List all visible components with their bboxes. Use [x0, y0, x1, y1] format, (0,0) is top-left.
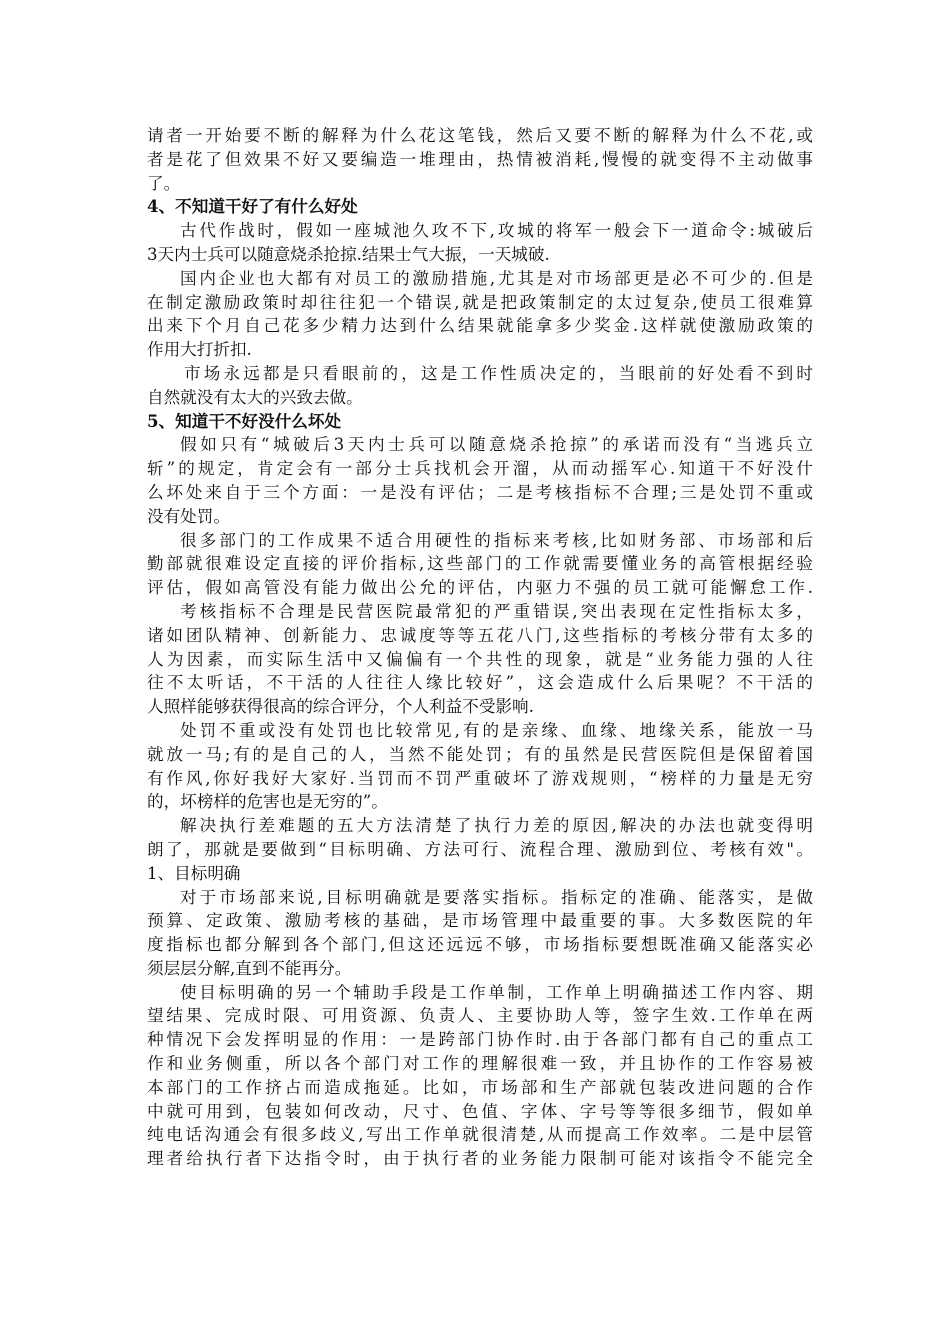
text-line: 请者一开始要不断的解释为什么花这笔钱，然后又要不断的解释为什么不花,或	[147, 126, 813, 145]
text-line: 须层层分解,直到不能再分。	[147, 958, 352, 978]
text-line: 处罚不重或没有处罚也比较常见,有的是亲缘、血缘、地缘关系，能放一马	[180, 720, 813, 740]
section-heading: 4、不知道干好了有什么好处	[147, 196, 358, 217]
text-line: 市场永远都是只看眼前的，这是工作性质决定的，当眼前的好处看不到时	[184, 363, 813, 383]
text-line: 诸如团队精神、创新能力、忠诚度等等五花八门,这些指标的考核分带有太多的	[147, 625, 813, 645]
text-line: 的，坏榜样的危害也是无穷的”。	[147, 792, 388, 812]
section-heading: 5、知道干不好没什么坏处	[147, 410, 342, 431]
text-line: 勤部就很难设定直接的评价指标,这些部门的工作就需要懂业务的高管根据经验	[147, 554, 813, 574]
text-line: 3天内士兵可以随意烧杀抢掠.结果士气大振，一天城破.	[147, 244, 550, 264]
text-line: 朗了，那就是要做到“目标明确、方法可行、流程合理、激励到位、考核有效"。	[147, 839, 813, 859]
text-line: 人照样能够获得很高的综合评分，个人利益不受影响.	[147, 697, 534, 717]
text-line: 解决执行差难题的五大方法清楚了执行力差的原因,解决的办法也就变得明	[180, 816, 813, 836]
text-line: 作和业务侧重，所以各个部门对工作的理解很难一致，并且协作的工作容易被	[147, 1054, 813, 1074]
text-line: 望结果、完成时限、可用资源、负责人、主要协助人等，签字生效.工作单在两	[147, 1006, 813, 1026]
text-line: 1、目标明确	[147, 863, 241, 883]
text-line: 么坏处来自于三个方面：一是没有评估；二是考核指标不合理;三是处罚不重或	[147, 482, 813, 502]
text-line: 没有处罚。	[147, 506, 230, 526]
text-line: 就放一马;有的是自己的人，当然不能处罚；有的虽然是民营医院但是保留着国	[147, 744, 813, 764]
text-line: 国内企业也大都有对员工的激励措施,尤其是对市场部更是必不可少的.但是	[180, 268, 813, 288]
text-line: 出来下个月自己花多少精力达到什么结果就能拿多少奖金.这样就使激励政策的	[147, 316, 813, 336]
text-line: 使目标明确的另一个辅助手段是工作单制，工作单上明确描述工作内容、期	[180, 982, 813, 1002]
text-line: 评估，假如高管没有能力做出公允的评估，内驱力不强的员工就可能懈怠工作.	[147, 578, 813, 598]
text-line: 自然就没有太大的兴致去做。	[147, 387, 363, 407]
text-line: 对于市场部来说,目标明确就是要落实指标。指标定的准确、能落实，是做	[180, 887, 813, 907]
text-line: 预算、定政策、激励考核的基础，是市场管理中最重要的事。大多数医院的年	[147, 911, 813, 931]
text-line: 理者给执行者下达指令时，由于执行者的业务能力限制可能对该指令不能完全	[147, 1149, 813, 1169]
text-line: 古代作战时，假如一座城池久攻不下,攻城的将军一般会下一道命令:城破后	[180, 221, 813, 241]
document-body	[147, 124, 813, 1171]
text-line: 很多部门的工作成果不适合用硬性的指标来考核,比如财务部、市场部和后	[180, 530, 813, 550]
text-line: 有作风,你好我好大家好.当罚而不罚严重破坏了游戏规则，“榜样的力量是无穷	[147, 768, 813, 788]
text-line: 作用大打折扣.	[147, 340, 252, 360]
text-line: 种情况下会发挥明显的作用：一是跨部门协作时.由于各部门都有自己的重点工	[147, 1030, 813, 1050]
text-line: 考核指标不合理是民营医院最常犯的严重错误,突出表现在定性指标太多，	[180, 601, 813, 621]
text-line: 本部门的工作挤占而造成拖延。比如，市场部和生产部就包装改进问题的合作	[147, 1077, 813, 1097]
text-line: 者是花了但效果不好又要编造一堆理由，热情被消耗,慢慢的就变得不主动做事	[147, 149, 813, 169]
text-line: 往不太听话，不干活的人往往人缘比较好”，这会造成什么后果呢？不干活的	[147, 673, 813, 693]
text-line: 假如只有“城破后3天内士兵可以随意烧杀抢掠”的承诺而没有“当逃兵立	[180, 435, 813, 455]
text-line: 了。	[147, 173, 181, 193]
text-line: 在制定激励政策时却往往犯一个错误,就是把政策制定的太过复杂,使员工很难算	[147, 292, 813, 312]
text-line: 度指标也都分解到各个部门,但这还远远不够，市场指标要想既准确又能落实必	[147, 935, 813, 955]
text-line: 斩”的规定，肯定会有一部分士兵找机会开溜，从而动摇军心.知道干不好没什	[147, 459, 813, 479]
text-line: 人为因素，而实际生活中又偏偏有一个共性的现象，就是“业务能力强的人往	[147, 649, 813, 669]
text-line: 中就可用到，包装如何改动，尺寸、色值、字体、字号等等很多细节，假如单	[147, 1101, 813, 1121]
text-line: 纯电话沟通会有很多歧义,写出工作单就很清楚,从而提高工作效率。二是中层管	[147, 1125, 813, 1145]
